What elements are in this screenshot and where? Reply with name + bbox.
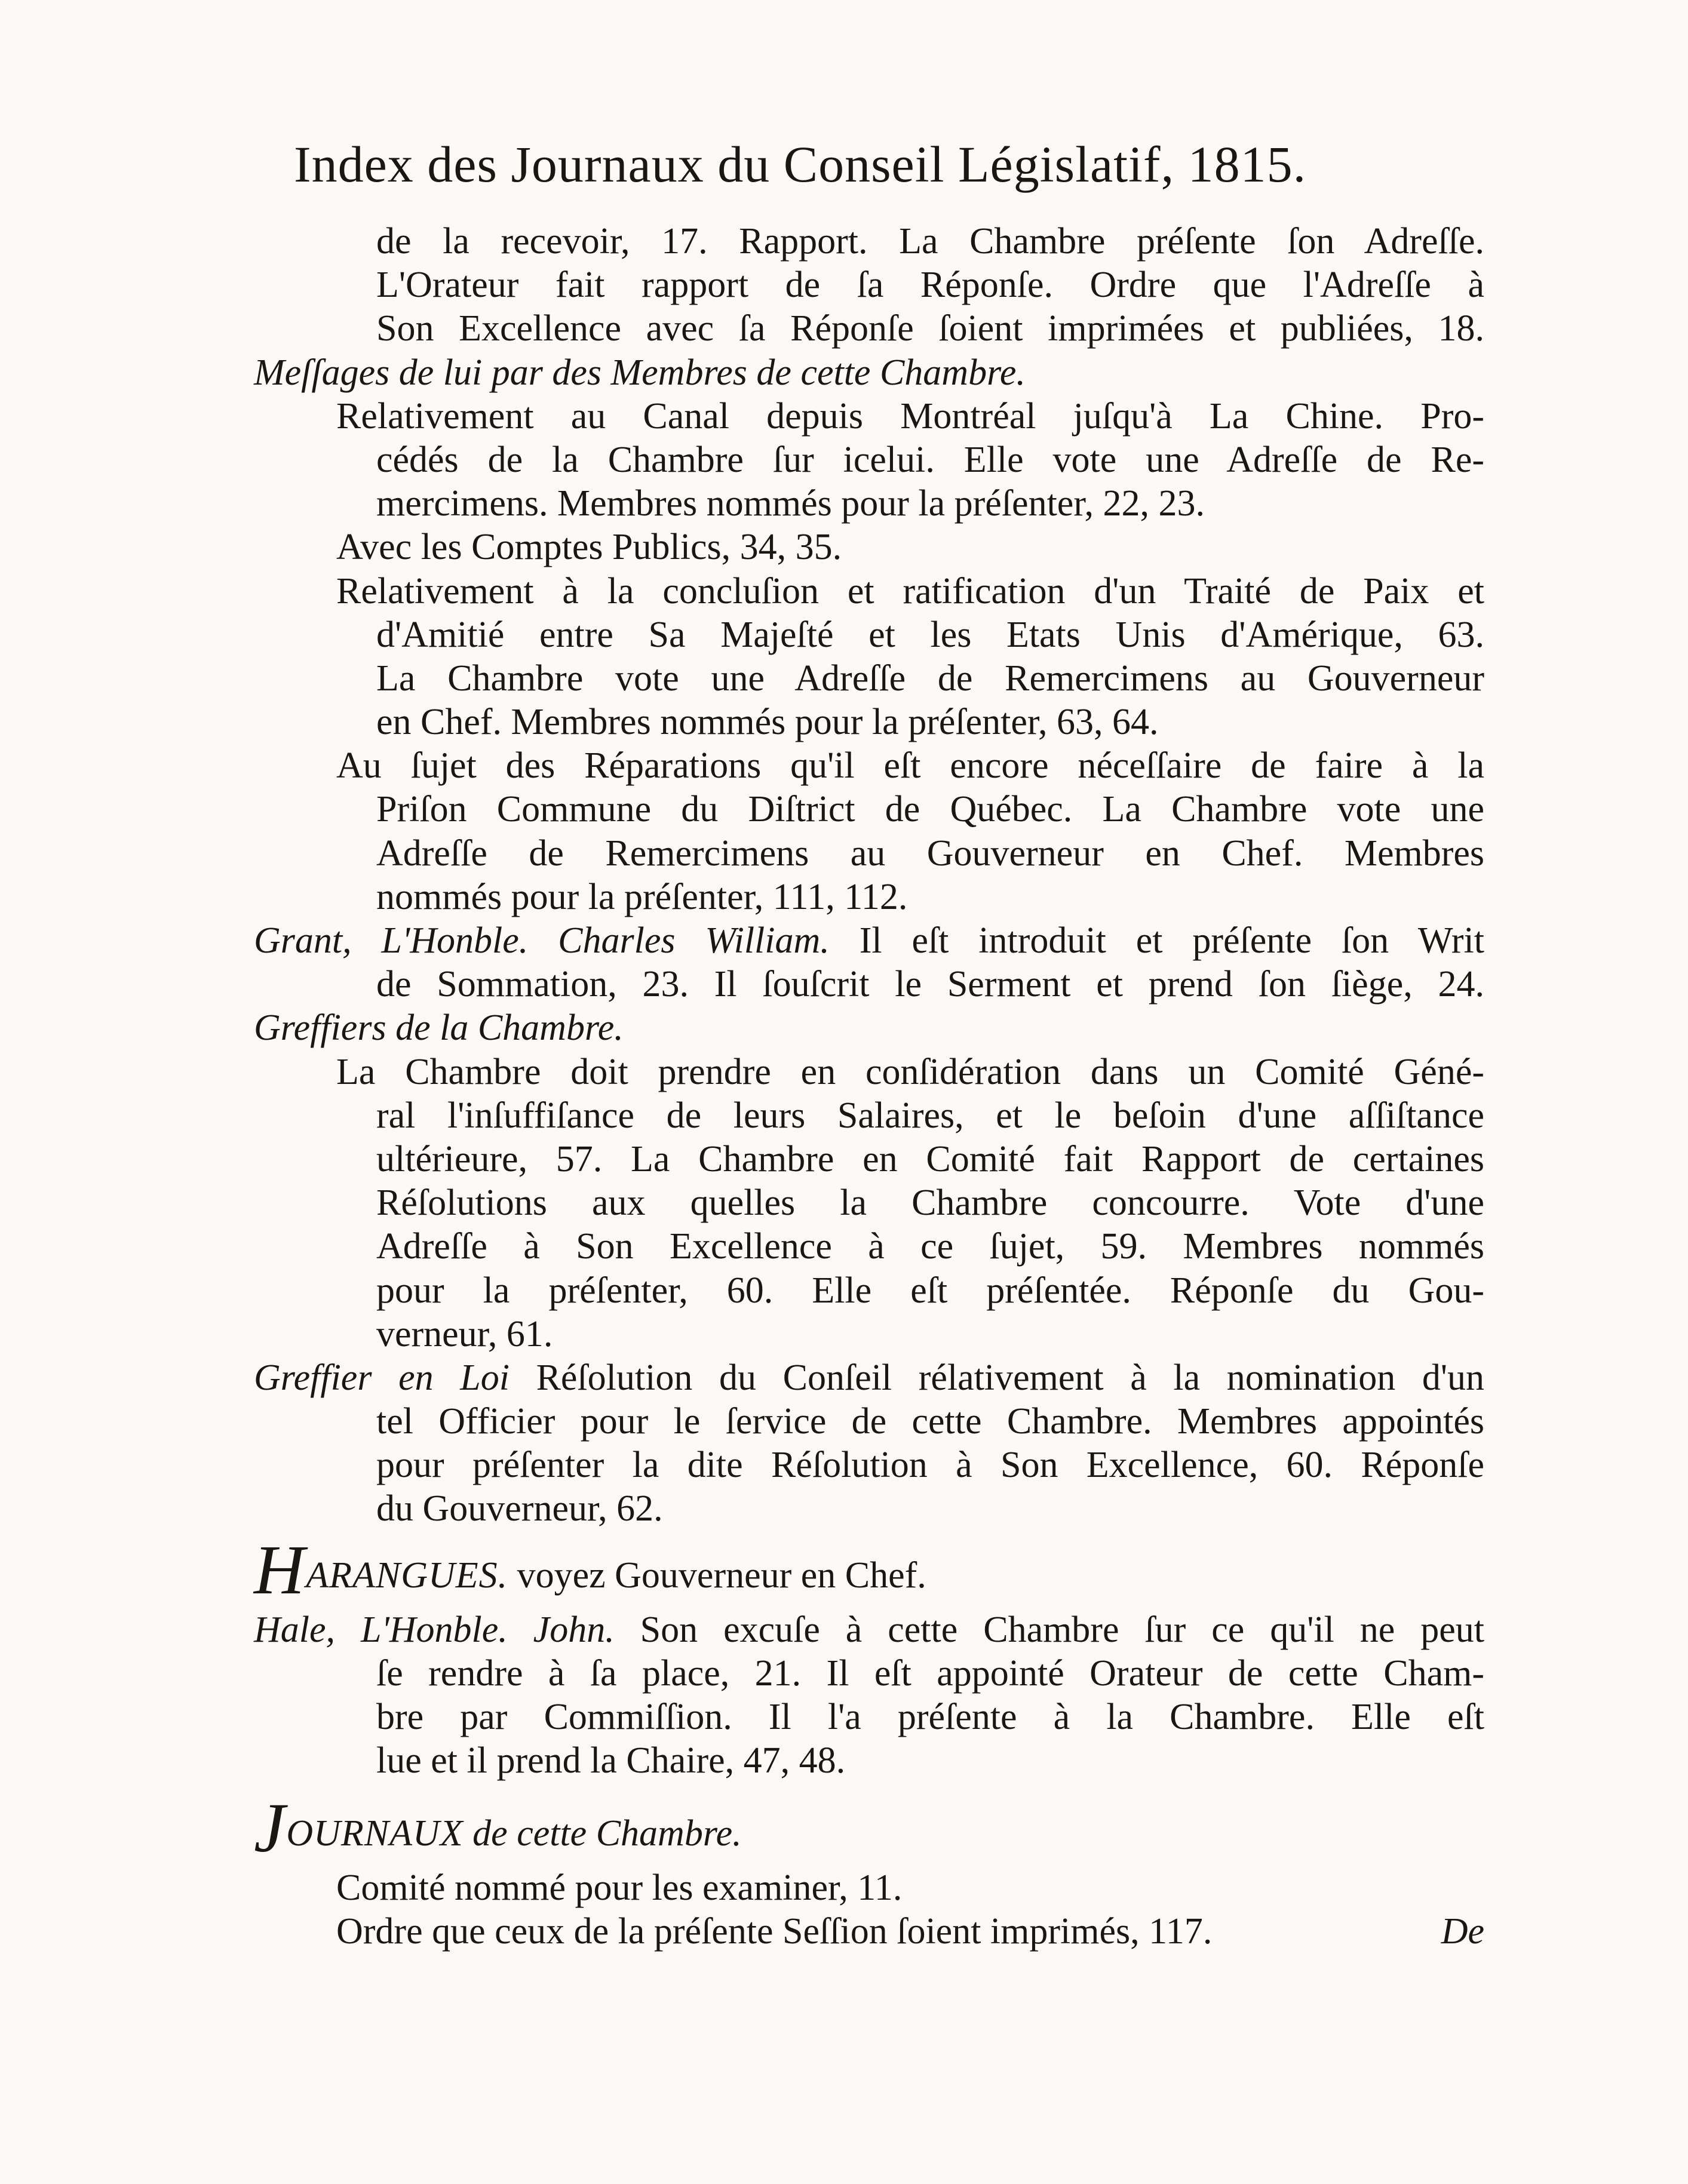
entry-text: Réſolution du Conſeil rélativement à la nomination d'un <box>536 1357 1485 1398</box>
section-see-also: voyez Gouverneur en Chef. <box>517 1555 926 1596</box>
entry-text: Il eſt introduit et préſente ſon Writ <box>859 920 1485 961</box>
text-line: ral l'inſuffiſance de leurs Salaires, et le beſoin d'une aſſiſtance <box>376 1095 1484 1136</box>
entry-heading: Meſſages de lui par des Membres de cette Chambre. <box>254 352 1026 393</box>
text-line: verneur, 61. <box>376 1313 553 1354</box>
catchword: De <box>1441 1910 1484 1952</box>
running-head: Index des Journaux du Conseil Législatif, 1815. <box>294 136 1307 193</box>
entry-name: Greffier en Loi <box>254 1357 510 1398</box>
text-line: Relativement à la concluſion et ratification d'un Traité de Paix et <box>336 570 1484 612</box>
text-line: pour préſenter la dite Réſolution à Son Excellence, 60. Réponſe <box>376 1445 1484 1486</box>
text-line: Comité nommé pour les examiner, 11. <box>336 1867 903 1908</box>
entry-text: Son excuſe à cette Chambre ſur ce qu'il ne peut <box>640 1609 1484 1650</box>
text-line: Adreſſe de Remercimens au Gouverneur en Chef. Membres <box>376 833 1484 874</box>
section-heading-line <box>254 1530 1484 1609</box>
text-line: en Chef. Membres nommés pour la préſenter, 63, 64. <box>376 702 1159 743</box>
section-gap <box>254 1783 1484 1806</box>
text-line: Au ſujet des Réparations qu'il eſt encore néceſſaire de faire à la <box>336 745 1484 787</box>
entry-name: Grant, L'Honble. Charles William. <box>254 920 830 961</box>
entry-name: Hale, L'Honble. John. <box>254 1609 615 1650</box>
entry-heading: Greffiers de la Chambre. <box>254 1007 624 1049</box>
section-subtitle: de cette Chambre. <box>472 1813 742 1854</box>
text-line: La Chambre vote une Adreſſe de Remercimens au Gouverneur <box>376 658 1484 699</box>
text-line: L'Orateur fait rapport de ſa Réponſe. Ordre que l'Adreſſe à <box>376 265 1484 306</box>
text-line: bre par Commiſſion. Il l'a préſente à la Chambre. Elle eſt <box>376 1697 1484 1738</box>
text-line: ſe rendre à ſa place, 21. Il eſt appointé Orateur de cette Cham- <box>376 1653 1484 1694</box>
index-entry-line <box>254 1356 1484 1400</box>
text-line: Relativement au Canal depuis Montréal juſqu'à La Chine. Pro- <box>336 395 1484 437</box>
index-entry-line <box>254 919 1484 963</box>
index-body <box>254 220 1484 1953</box>
section-title: OURNAUX <box>286 1813 464 1854</box>
text-line: nommés pour la préſenter, 111, 112. <box>376 876 908 917</box>
text-line: Réſolutions aux quelles la Chambre concourre. Vote d'une <box>376 1182 1484 1224</box>
section-initial: J <box>254 1788 286 1867</box>
index-entry-line <box>254 1608 1484 1652</box>
section-title: ARANGUES. <box>306 1555 508 1596</box>
text-line: Priſon Commune du Diſtrict de Québec. La Chambre vote une <box>376 789 1484 830</box>
text-line: cédés de la Chambre ſur icelui. Elle vote une Adreſſe de Re- <box>376 439 1484 480</box>
section-gap <box>254 1531 1484 1548</box>
text-line: Adreſſe à Son Excellence à ce ſujet, 59. Membres nommés <box>376 1226 1484 1267</box>
section-initial: H <box>254 1530 305 1609</box>
section-heading-line <box>254 1788 1484 1867</box>
text-line: mercimens. Membres nommés pour la préſenter, 22, 23. <box>376 483 1205 524</box>
text-line: La Chambre doit prendre en conſidération dans un Comité Géné- <box>336 1051 1484 1092</box>
text-line: de Sommation, 23. Il ſouſcrit le Serment et prend ſon ſiège, 24. <box>376 964 1484 1005</box>
text-line: d'Amitié entre Sa Majeſté et les Etats Unis d'Amérique, 63. <box>376 614 1484 655</box>
text-line: Avec les Comptes Publics, 34, 35. <box>336 527 842 568</box>
text-line: tel Officier pour le ſervice de cette Chambre. Membres appointés <box>376 1401 1484 1442</box>
last-line <box>254 1910 1484 1953</box>
text-line: Ordre que ceux de la préſente Seſſion ſoient imprimés, 117. <box>336 1910 1213 1952</box>
text-line: ultérieure, 57. La Chambre en Comité fait Rapport de certaines <box>376 1138 1484 1179</box>
text-line: Son Excellence avec ſa Réponſe ſoient imprimées et publiées, 18. <box>376 308 1484 349</box>
text-line: du Gouverneur, 62. <box>376 1488 663 1529</box>
text-line: pour la préſenter, 60. Elle eſt préſentée. Réponſe du Gou- <box>376 1270 1484 1311</box>
text-line: de la recevoir, 17. Rapport. La Chambre préſente ſon Adreſſe. <box>376 221 1484 262</box>
text-line: lue et il prend la Chaire, 47, 48. <box>376 1740 846 1781</box>
